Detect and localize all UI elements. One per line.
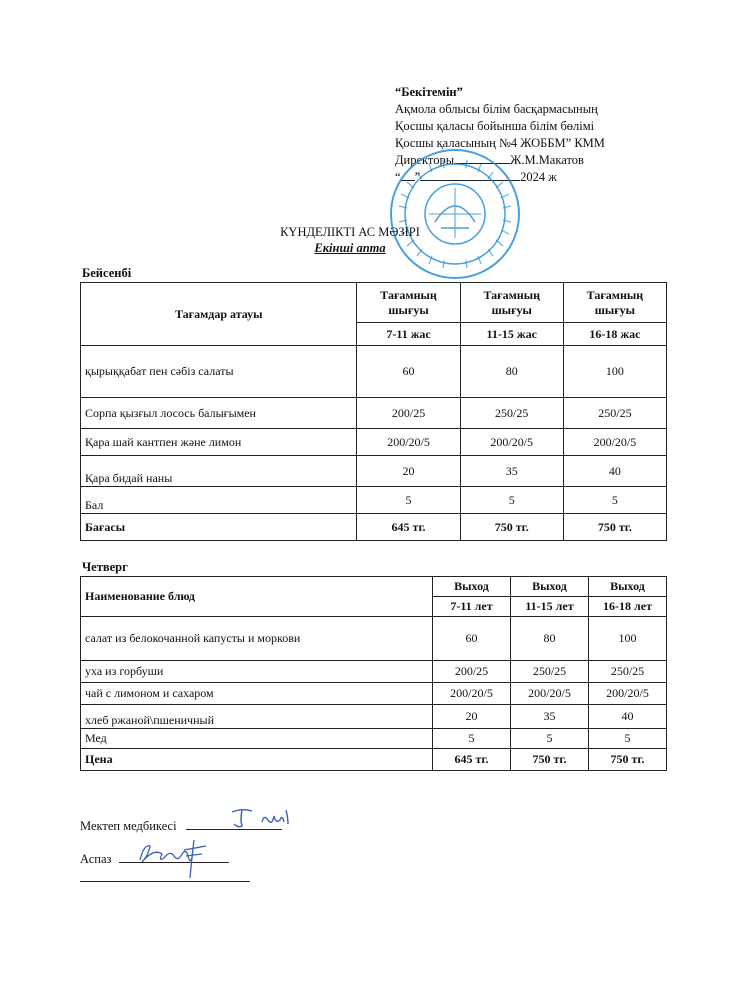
approval-line-3: Қосшы қаласының №4 ЖОББМ” КММ bbox=[395, 136, 605, 150]
table-row bbox=[81, 429, 667, 456]
output-header-2: Тағамның шығуы bbox=[460, 283, 563, 323]
dish-value: 200/20/5 bbox=[563, 429, 666, 456]
dish-value: 250/25 bbox=[460, 398, 563, 429]
total-value: 645 тг. bbox=[357, 514, 460, 541]
dish-value: 20 bbox=[357, 456, 460, 487]
dish-value: 40 bbox=[589, 705, 667, 729]
total-value: 750 тг. bbox=[511, 749, 589, 771]
dish-value: 5 bbox=[357, 487, 460, 514]
dish-value: 35 bbox=[460, 456, 563, 487]
table-row bbox=[81, 617, 667, 661]
dish-value: 80 bbox=[460, 346, 563, 398]
director-label: Директоры bbox=[395, 153, 455, 167]
dish-name: Мед bbox=[81, 729, 433, 749]
dish-value: 250/25 bbox=[589, 661, 667, 683]
dish-value: 35 bbox=[511, 705, 589, 729]
dish-value: 200/25 bbox=[433, 661, 511, 683]
output-header-1: Выход bbox=[433, 577, 511, 597]
age-header-3: 16-18 жас bbox=[563, 323, 666, 346]
dish-value: 5 bbox=[511, 729, 589, 749]
total-value: 750 тг. bbox=[563, 514, 666, 541]
menu-title-block bbox=[200, 224, 500, 256]
cook-signature-icon bbox=[134, 836, 214, 882]
official-stamp-icon bbox=[387, 146, 523, 282]
table-header-row bbox=[81, 577, 667, 597]
total-row bbox=[81, 749, 667, 771]
dish-value: 100 bbox=[589, 617, 667, 661]
age-header-2: 11-15 лет bbox=[511, 597, 589, 617]
table-row bbox=[81, 398, 667, 429]
dish-name: уха из горбуши bbox=[81, 661, 433, 683]
cook-label: Аспаз bbox=[80, 852, 112, 866]
dish-value: 200/20/5 bbox=[357, 429, 460, 456]
total-value: 750 тг. bbox=[460, 514, 563, 541]
output-header-2: Выход bbox=[511, 577, 589, 597]
table-row bbox=[81, 346, 667, 398]
dish-name: Бал bbox=[81, 487, 357, 514]
dish-name: салат из белокочанной капусты и моркови bbox=[81, 617, 433, 661]
output-header-1: Тағамның шығуы bbox=[357, 283, 460, 323]
age-header-1: 7-11 жас bbox=[357, 323, 460, 346]
date-close-quote: ” bbox=[414, 170, 421, 184]
approval-heading: “Бекітемін” bbox=[395, 85, 463, 99]
table-row bbox=[81, 729, 667, 749]
age-header-1: 7-11 лет bbox=[433, 597, 511, 617]
dish-value: 20 bbox=[433, 705, 511, 729]
date-year: 2024 ж bbox=[520, 170, 557, 184]
dish-value: 40 bbox=[563, 456, 666, 487]
output-header-3: Выход bbox=[589, 577, 667, 597]
menu-table-russian bbox=[80, 576, 667, 771]
total-value: 645 тг. bbox=[433, 749, 511, 771]
table-row bbox=[81, 705, 667, 729]
dish-value: 80 bbox=[511, 617, 589, 661]
approval-line-1: Ақмола облысы білім басқармасының bbox=[395, 102, 598, 116]
dish-name: хлеб ржаной\пшеничный bbox=[81, 705, 433, 729]
dish-value: 200/20/5 bbox=[433, 683, 511, 705]
dish-value: 5 bbox=[460, 487, 563, 514]
total-value: 750 тг. bbox=[589, 749, 667, 771]
total-label: Цена bbox=[81, 749, 433, 771]
dish-value: 5 bbox=[589, 729, 667, 749]
dish-name: чай с лимоном и сахаром bbox=[81, 683, 433, 705]
output-header-3: Тағамның шығуы bbox=[563, 283, 666, 323]
nurse-signature-icon bbox=[228, 806, 308, 830]
dish-value: 60 bbox=[357, 346, 460, 398]
dish-value: 200/20/5 bbox=[511, 683, 589, 705]
age-header-3: 16-18 лет bbox=[589, 597, 667, 617]
menu-title: КҮНДЕЛІКТІ АС МӘЗІРІ bbox=[280, 225, 420, 239]
dish-name: қырыққабат пен сәбіз салаты bbox=[81, 346, 357, 398]
dish-name: Сорпа қызғыл лосось балығымен bbox=[81, 398, 357, 429]
menu-week: Екінші апта bbox=[314, 241, 386, 255]
day-label-russian: Четверг bbox=[82, 560, 128, 574]
name-column-header: Тағамдар атауы bbox=[81, 283, 357, 346]
total-row bbox=[81, 514, 667, 541]
dish-name: Қара бидай наны bbox=[81, 456, 357, 487]
dish-value: 250/25 bbox=[563, 398, 666, 429]
table-header-row bbox=[81, 283, 667, 323]
dish-value: 250/25 bbox=[511, 661, 589, 683]
dish-value: 5 bbox=[563, 487, 666, 514]
name-column-header: Наименование блюд bbox=[81, 577, 433, 617]
table-row bbox=[81, 487, 667, 514]
dish-value: 200/25 bbox=[357, 398, 460, 429]
table-row bbox=[81, 683, 667, 705]
menu-table-kazakh bbox=[80, 282, 667, 541]
day-label-kazakh: Бейсенбі bbox=[82, 266, 132, 280]
nurse-label: Мектеп медбикесі bbox=[80, 819, 177, 833]
age-header-2: 11-15 жас bbox=[460, 323, 563, 346]
dish-value: 60 bbox=[433, 617, 511, 661]
table-row bbox=[81, 456, 667, 487]
dish-value: 5 bbox=[433, 729, 511, 749]
date-open-quote: “ bbox=[395, 170, 401, 184]
dish-value: 200/20/5 bbox=[460, 429, 563, 456]
dish-name: Қара шай кантпен және лимон bbox=[81, 429, 357, 456]
dish-value: 100 bbox=[563, 346, 666, 398]
bottom-rule bbox=[80, 881, 250, 882]
director-name: Ж.М.Макатов bbox=[510, 153, 584, 167]
dish-value: 200/20/5 bbox=[589, 683, 667, 705]
approval-line-2: Қосшы қаласы бойынша білім бөлімі bbox=[395, 119, 595, 133]
total-label: Бағасы bbox=[81, 514, 357, 541]
table-row bbox=[81, 661, 667, 683]
